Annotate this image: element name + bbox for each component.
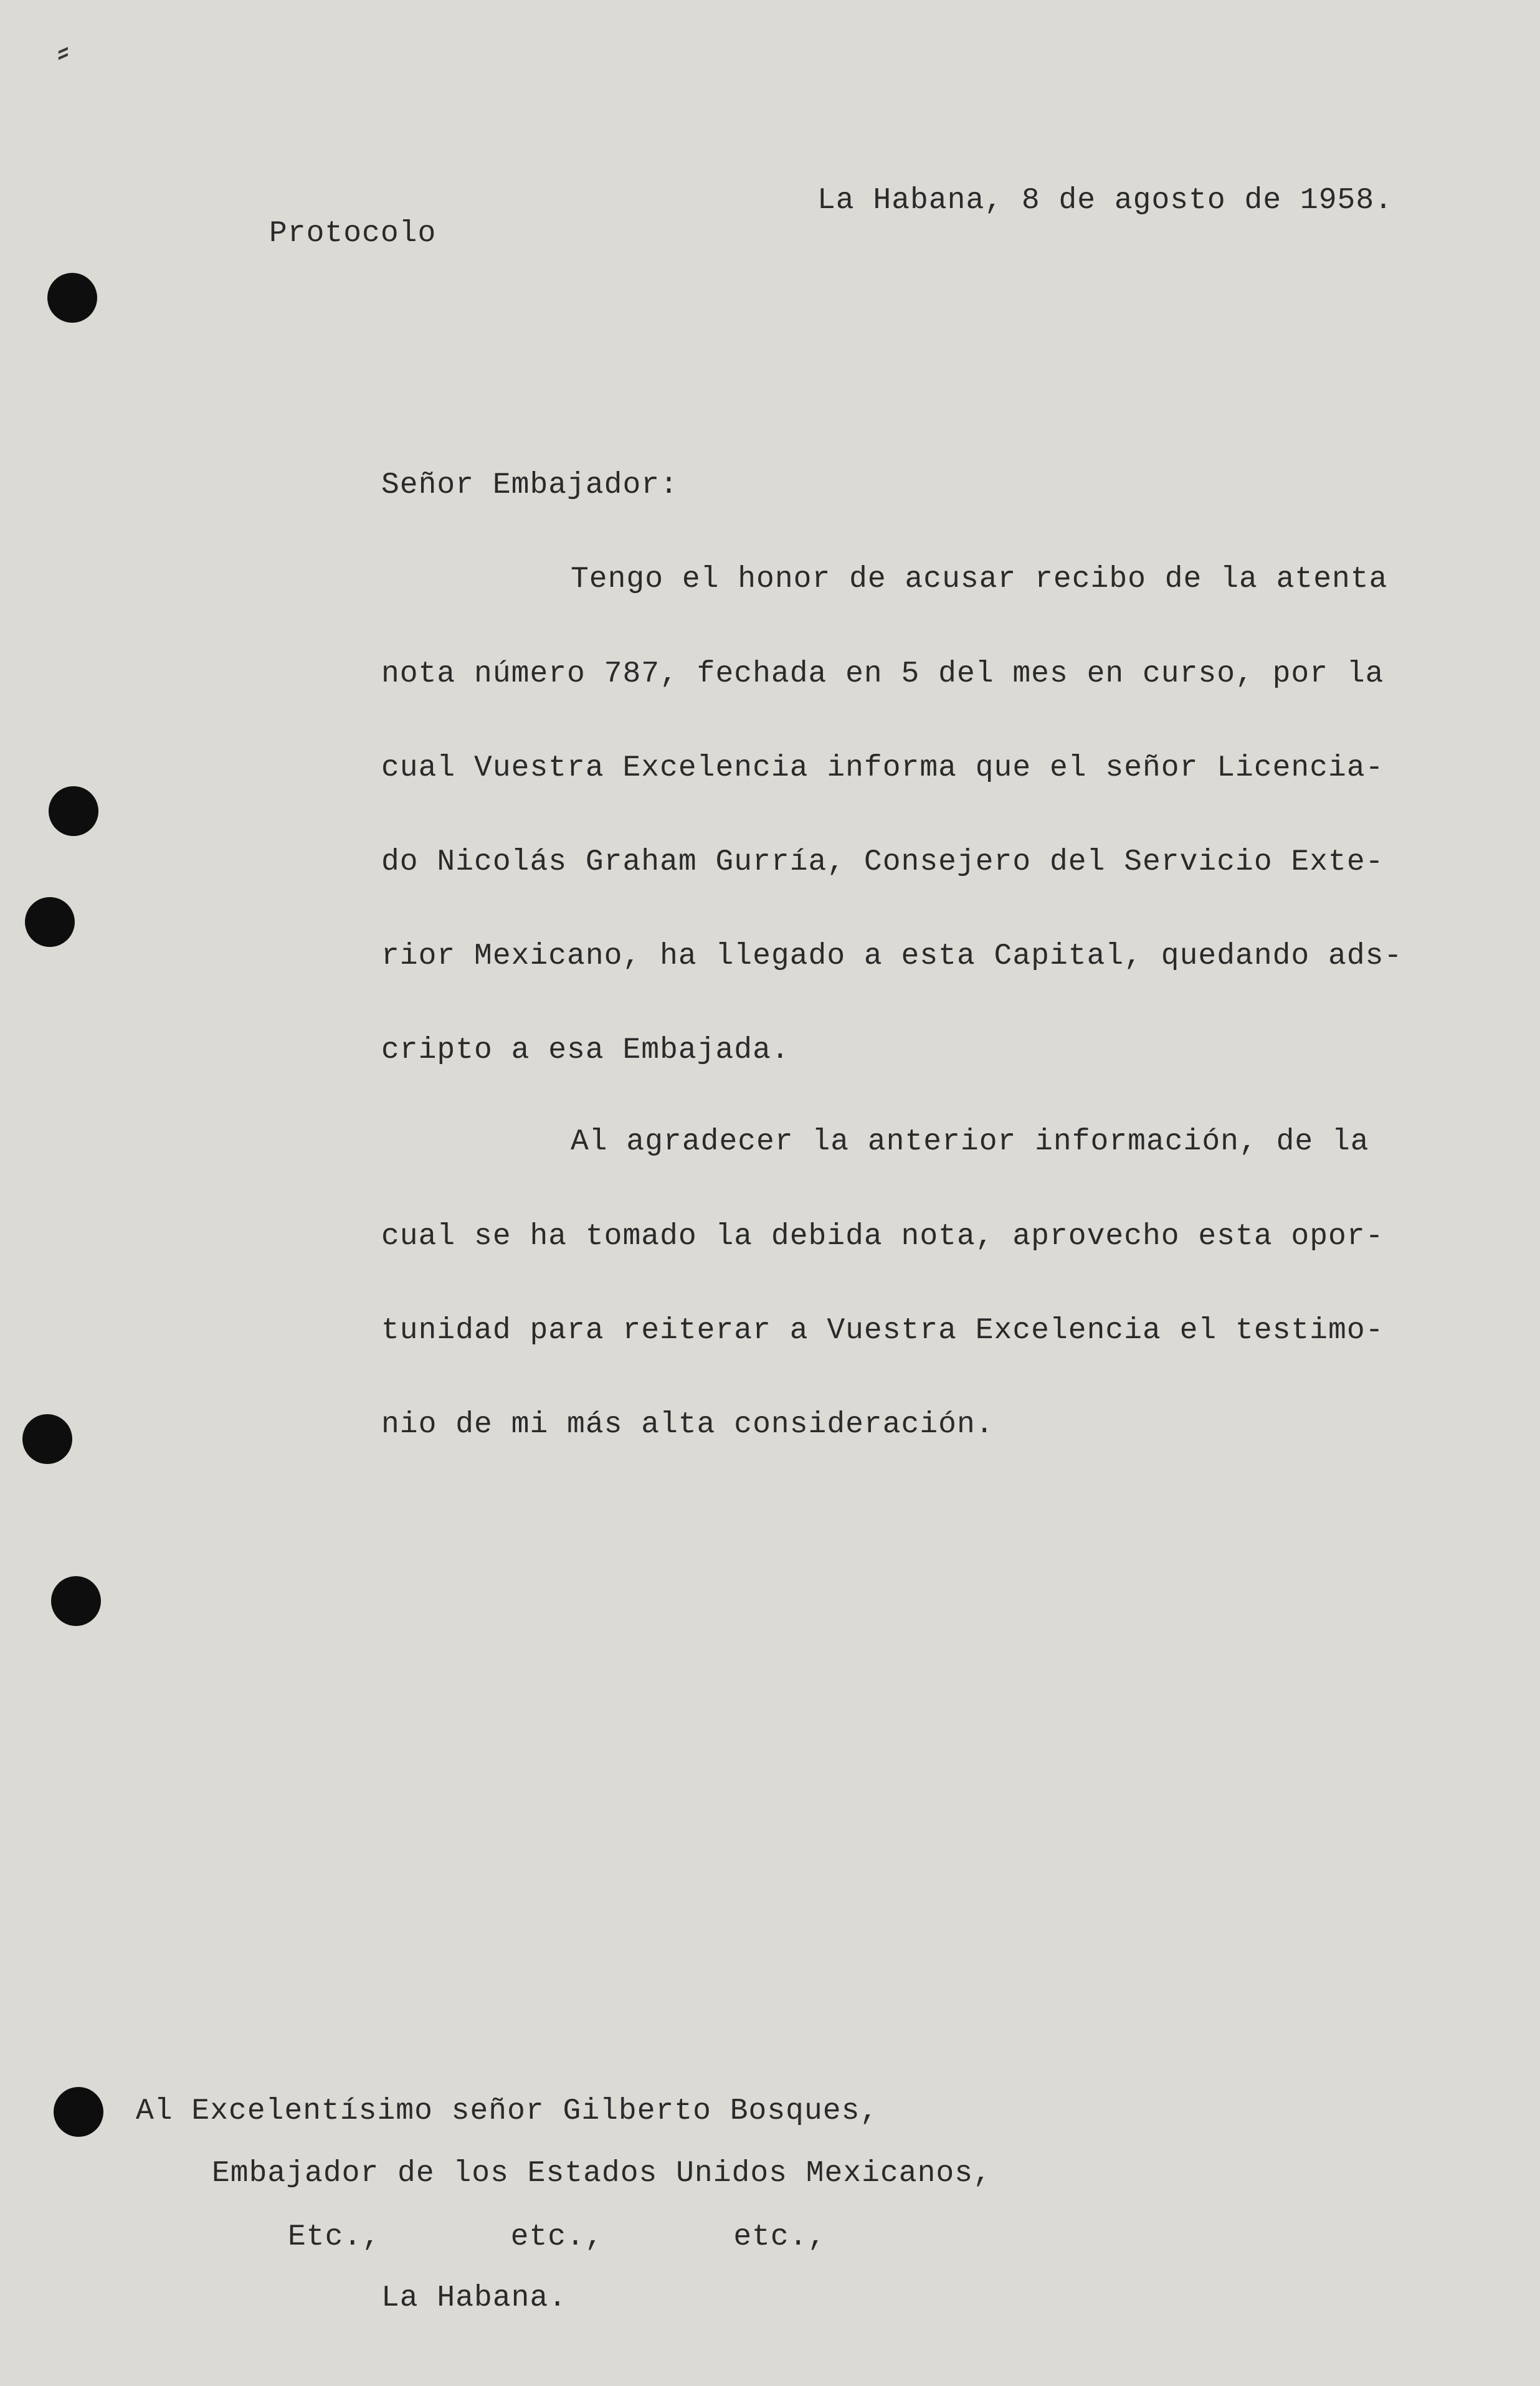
body-line: Al agradecer la anterior información, de la — [571, 1125, 1369, 1159]
body-line: Tengo el honor de acusar recibo de la atenta — [571, 563, 1388, 596]
addressee-line: Embajador de los Estados Unidos Mexicanos, — [212, 2157, 992, 2190]
addressee-line: La Habana. — [381, 2281, 568, 2315]
punch-hole — [51, 1576, 101, 1626]
punch-hole — [22, 1414, 72, 1464]
punch-hole — [54, 2087, 103, 2137]
body-line: cual Vuestra Excelencia informa que el señor Licencia- — [381, 751, 1384, 785]
body-line: do Nicolás Graham Gurría, Consejero del Servicio Exte- — [381, 845, 1384, 879]
department-label: Protocolo — [269, 217, 437, 250]
punch-hole — [49, 786, 98, 836]
dateline: La Habana, 8 de agosto de 1958. — [817, 184, 1393, 217]
body-line: nota número 787, fechada en 5 del mes en curso, por la — [381, 657, 1384, 691]
body-line: rior Mexicano, ha llegado a esta Capital, quedando ads- — [381, 939, 1403, 973]
stray-ink-mark: ⸗ — [57, 31, 69, 71]
salutation: Señor Embajador: — [381, 468, 678, 502]
punch-hole — [25, 897, 75, 947]
addressee-line: Al Excelentísimo señor Gilberto Bosques, — [136, 2094, 879, 2128]
body-line: nio de mi más alta consideración. — [381, 1408, 994, 1442]
addressee-line: Etc., etc., etc., — [288, 2220, 827, 2254]
body-line: cual se ha tomado la debida nota, aprovecho esta opor- — [381, 1220, 1384, 1253]
body-line: tunidad para reiterar a Vuestra Excelencia el testimo- — [381, 1314, 1384, 1347]
punch-hole — [47, 273, 97, 323]
body-line: cripto a esa Embajada. — [381, 1034, 790, 1067]
